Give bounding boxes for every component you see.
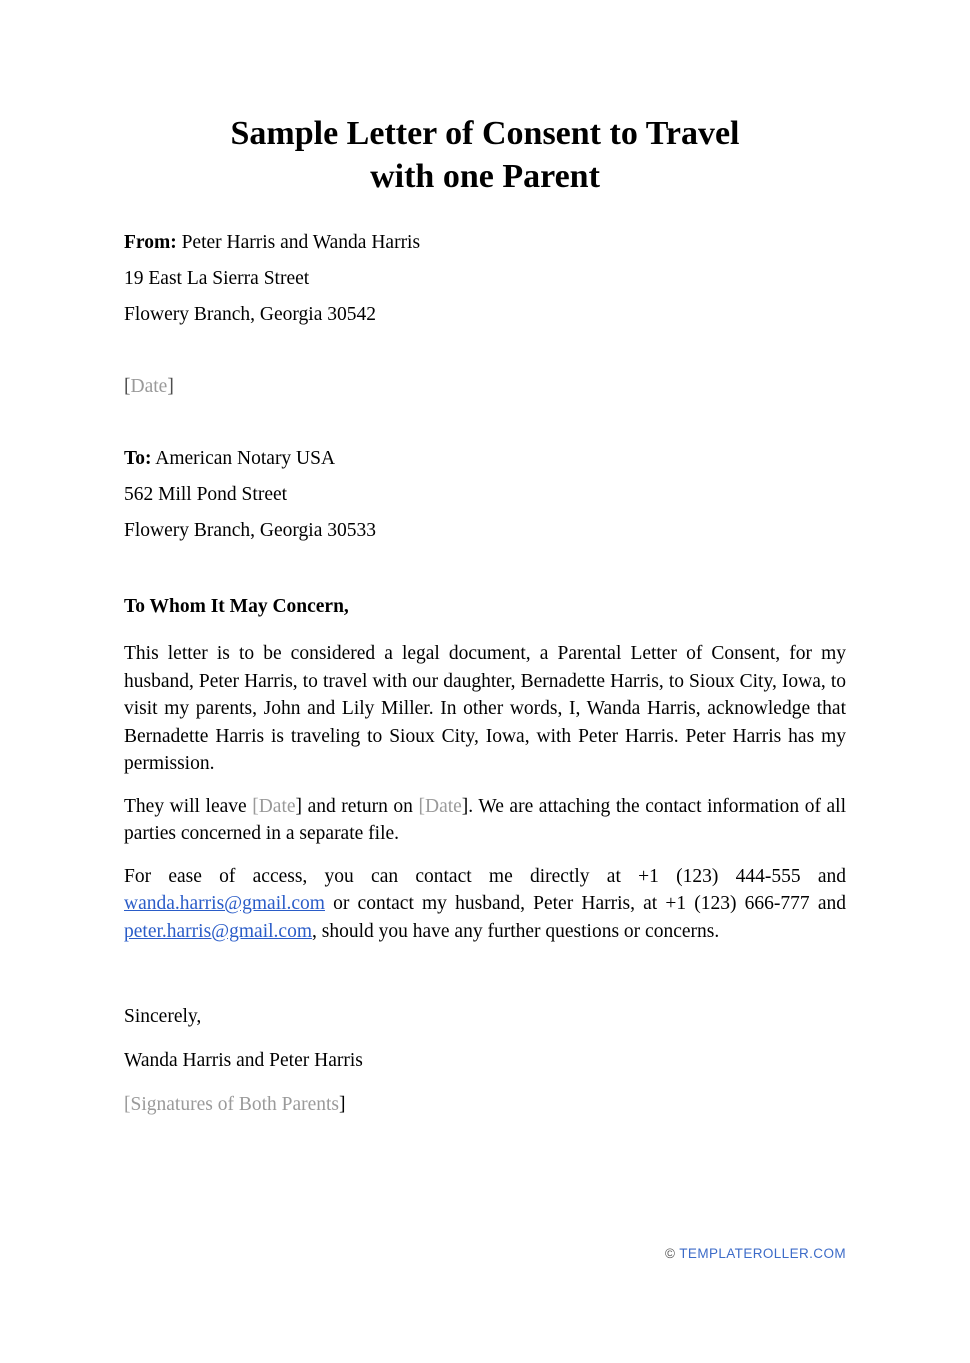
- paragraph3-text-1: For ease of access, you can contact me directly at +1 (123) 444-555 and: [124, 865, 846, 887]
- paragraph3-text-2: or contact my husband, Peter Harris, at +1 (123) 666-777 and: [324, 893, 846, 914]
- templateroller-link[interactable]: TEMPLATEROLLER.COM: [679, 1246, 846, 1261]
- paragraph3-text-3: , should you have any further questions or concerns.: [311, 920, 720, 942]
- return-date-open-bracket: [: [418, 795, 425, 817]
- paragraph2-text-2: and return on: [302, 795, 419, 817]
- recipient-street: 562 Mill Pond Street: [124, 484, 288, 505]
- document-title: [124, 0, 846, 198]
- recipient-city: Flowery Branch, Georgia 30533: [124, 520, 377, 541]
- body-paragraph-3: [124, 863, 846, 946]
- salutation: To Whom It May Concern,: [124, 596, 349, 617]
- from-label: From:: [124, 232, 177, 253]
- recipient-name: American Notary USA: [155, 448, 336, 469]
- paragraph2-text-1: They will leave: [124, 795, 253, 817]
- paragraph2-text-3: . We are attaching the contact information of all parties concerned in a separate file.: [124, 795, 846, 844]
- return-date-close-bracket: ]: [461, 795, 469, 817]
- leave-date-close-bracket: ]: [295, 795, 303, 817]
- leave-date-placeholder-text: Date: [258, 795, 296, 817]
- body-paragraph-2: [124, 793, 846, 848]
- document-title-line2: with one Parent: [370, 158, 600, 195]
- copyright-symbol: ©: [664, 1246, 676, 1261]
- valediction: Sincerely,: [124, 1006, 202, 1027]
- recipient-line: [124, 448, 846, 470]
- leave-date-open-bracket: [: [252, 795, 259, 817]
- signatures-placeholder-text: Signatures of Both Parents: [130, 1094, 340, 1115]
- date-close-bracket: ]: [167, 376, 174, 397]
- date-placeholder: [124, 376, 846, 398]
- footer: [665, 1246, 846, 1261]
- body-paragraph-1: This letter is to be considered a legal document, a Parental Letter of Consent, for my husband, Peter Harris, to travel with our daughter, Bernadette Harris, to Sioux City, Iowa, to visit my parents, John and Lily Miller. In other words, I, Wanda Harris, acknowledge that Bernadette Harris is traveling to Sioux City, Iowa, with Peter Harris. Peter Harris has my permission.: [124, 643, 846, 774]
- sender-names: Peter Harris and Wanda Harris: [181, 232, 421, 253]
- to-label: To:: [124, 448, 152, 469]
- closing-names: Wanda Harris and Peter Harris: [124, 1050, 363, 1071]
- sender-street: 19 East La Sierra Street: [124, 268, 310, 289]
- date-open-bracket: [: [124, 376, 131, 397]
- date-placeholder-text: Date: [130, 376, 168, 397]
- email-link-peter[interactable]: peter.harris@gmail.com: [124, 920, 312, 942]
- email-link-wanda[interactable]: wanda.harris@gmail.com: [124, 893, 325, 914]
- signatures-open-bracket: [: [124, 1094, 131, 1115]
- document-title-line1: Sample Letter of Consent to Travel: [230, 115, 740, 152]
- sender-city: Flowery Branch, Georgia 30542: [124, 304, 377, 325]
- sender-line: [124, 232, 846, 254]
- signatures-placeholder: [124, 1094, 846, 1116]
- return-date-placeholder-text: Date: [424, 795, 462, 817]
- signatures-close-bracket: ]: [339, 1094, 346, 1115]
